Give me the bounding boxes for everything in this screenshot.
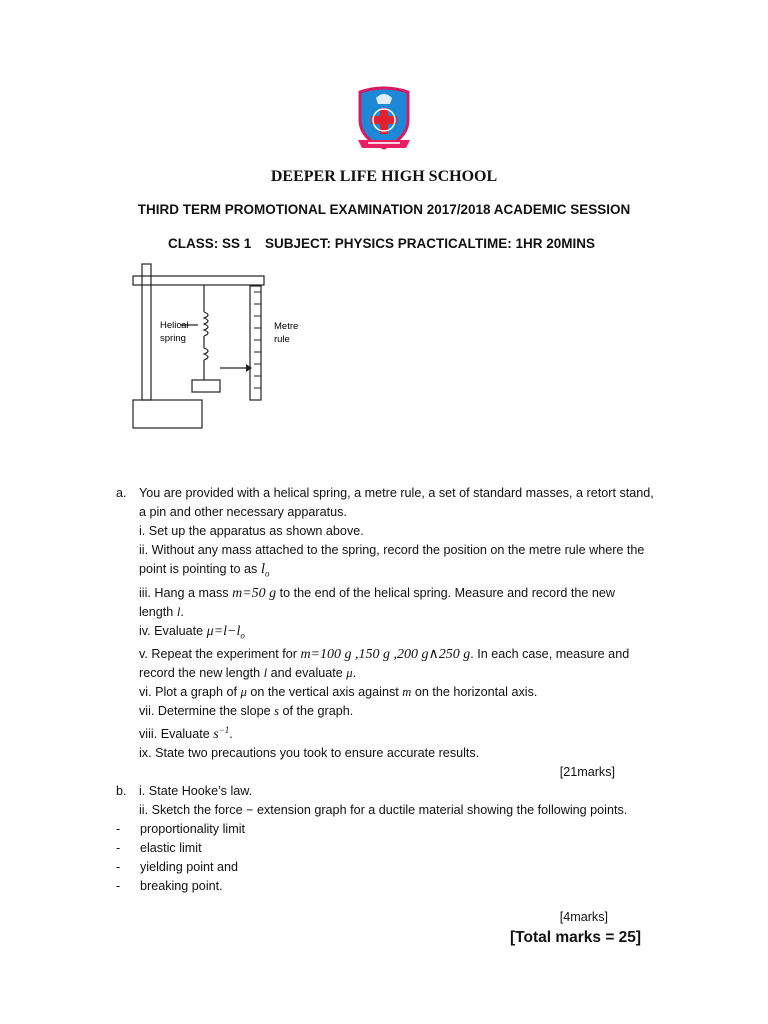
qa-intro-1: You are provided with a helical spring, a metre rule, a set of standard masses, a retort stand, — [139, 486, 654, 500]
question-a — [116, 484, 676, 927]
qa-step-v-1: v. Repeat the experiment for m=100 g ,150 g ,200 g∧250 g. In each case, measure and — [139, 647, 630, 663]
qa-step-vii: vii. Determine the slope s of the graph. — [139, 704, 354, 719]
qa-step-ix: ix. State two precautions you took to ensure accurate results. — [139, 746, 480, 761]
qb-point: - proportionality limit — [116, 822, 245, 837]
question-b — [116, 782, 676, 927]
class-label: CLASS: SS 1 — [168, 236, 252, 251]
question-b-marker: b. — [116, 784, 127, 799]
qa-step-ii-2: point is pointing to as $l_o$ — [139, 561, 270, 579]
apparatus-diagram — [128, 262, 308, 434]
qa-intro-2: a pin and other necessary apparatus. — [139, 505, 347, 519]
qa-step-iii-1: iii. Hang a mass m=50 g to the end of the helical spring. Measure and record the new — [139, 585, 615, 601]
school-name: DEEPER LIFE HIGH SCHOOL — [270, 168, 498, 185]
clamp-bar — [133, 276, 264, 285]
school-logo — [354, 86, 414, 156]
metre-rule — [250, 286, 261, 400]
qa-step-iv: iv. Evaluate $\mu=l-l_o$ — [139, 623, 245, 641]
qa-step-ii-1: ii. Without any mass attached to the spring, record the position on the metre rule where the — [139, 543, 645, 557]
label-spring-2: spring — [160, 333, 186, 344]
qb-step-ii: ii. Sketch the force − extension graph for a ductile material showing the following points. — [139, 803, 628, 818]
qa-step-v-2: record the new length l and evaluate μ. — [139, 666, 357, 681]
label-spring-1: Helical — [160, 320, 189, 331]
question-a-marker: a. — [116, 486, 127, 500]
retort-rod — [142, 264, 151, 400]
qb-point: - elastic limit — [116, 841, 202, 856]
qa-step-iii-2: length l. — [139, 604, 184, 619]
total-marks: [Total marks = 25] — [510, 929, 642, 946]
qb-point: - breaking point. — [116, 879, 223, 894]
label-rule-1: Metre — [274, 321, 299, 332]
retort-base — [133, 400, 202, 428]
qb-step-i: i. State Hooke’s law. — [139, 784, 253, 799]
qb-point: - yielding point and — [116, 860, 239, 875]
qa-marks: [21marks] — [559, 765, 615, 780]
qb-marks: [4marks] — [559, 910, 608, 925]
time-label: TIME: 1HR 20MINS — [475, 236, 596, 251]
qa-step-i: i. Set up the apparatus as shown above. — [139, 524, 364, 538]
exam-title: THIRD TERM PROMOTIONAL EXAMINATION 2017/2018 ACADEMIC SESSION — [137, 202, 631, 217]
mass-block — [192, 380, 220, 392]
label-rule-2: rule — [274, 334, 290, 345]
subject-label: SUBJECT: PHYSICS PRACTICAL — [265, 236, 476, 251]
qa-step-vi: vi. Plot a graph of μ on the vertical axis against m on the horizontal axis. — [139, 685, 538, 700]
class-line — [168, 236, 595, 251]
qa-step-viii: viii. Evaluate $s^{-1}$. — [139, 725, 233, 743]
helical-spring — [204, 312, 208, 380]
